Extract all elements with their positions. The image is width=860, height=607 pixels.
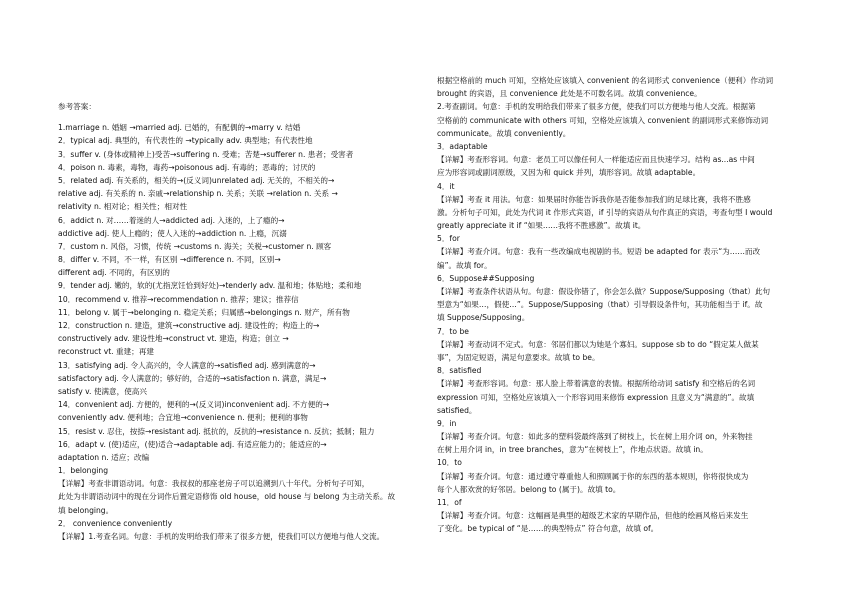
right-column-line: 9．in <box>437 418 457 428</box>
left-column-line: constructively adv. 建设性地→construct vt. 建造，构造；创立 → <box>58 334 289 344</box>
left-column-line: 2．typical adj. 典型的，有代表性的 →typically adv. 典型地；有代表性地 <box>58 136 313 146</box>
right-column-line: 了变化。be typical of “是……的典型特点” 符合句意，故填 of。 <box>437 524 659 534</box>
left-column-line: 【详解】考查非谓语动词。句意：我叔叔的那座老房子可以追溯到八十年代。分析句子可知， <box>58 479 370 489</box>
left-column-line: addictive adj. 使人上瘾的；使人入迷的→addiction n. 上瘾，沉溺 <box>58 228 287 238</box>
left-column-line: 填 belonging。 <box>58 505 114 515</box>
right-column-line: 【详解】考查条件状语从句。句意：假设你错了，你会怎么做？Suppose/Supposing（that）此句 <box>437 287 771 296</box>
left-column <box>58 100 430 543</box>
right-column-line: 型意为“如果…，假使…”。Suppose/Supposing（that）引导假设条件句，其功能相当于 if。故 <box>437 300 763 310</box>
right-column-line: 4．it <box>437 181 455 191</box>
left-column-line: 【详解】1.考查名词。句意：手机的发明给我们带来了很多方便，使我们可以方便地与他人交流。 <box>58 532 385 541</box>
left-column-line: satisfactory adj. 令人满意的；够好的，合适的→satisfaction n. 满意，满足→ <box>58 373 327 383</box>
right-column-line: 【详解】考查形容词。句意：老员工可以像任何人一样能适应而且快速学习。结构 as...as 中间 <box>437 155 755 165</box>
left-column-line: reconstruct vt. 重建；再建 <box>58 347 154 357</box>
right-column-line: 10．to <box>437 458 462 468</box>
left-column-line: relativity n. 相对论；相关性；相对性 <box>58 202 188 212</box>
right-column-line: 【详解】考查动词不定式。句意：邻居们都以为她是个寡妇。suppose sb to do “假定某人做某 <box>437 339 759 349</box>
left-column-line: 5．related adj. 有关系的，相关的→(反义词)unrelated adj. 无关的，不相关的→ <box>58 175 335 185</box>
right-column-line: greatly appreciate it if “如果……我将不胜感激”。故填 it。 <box>437 221 646 231</box>
left-column-line: different adj. 不同的，有区别的 <box>58 268 170 278</box>
right-column <box>437 74 809 536</box>
left-column-line: 14．convenient adj. 方便的，便利的→(反义词)inconvenient adj. 不方便的→ <box>58 400 330 410</box>
right-column-line: 6．Suppose##Supposing <box>437 273 535 283</box>
right-column-line: 编”。故填 for。 <box>437 260 492 270</box>
left-column-line: 10．recommend v. 推荐→recommendation n. 推荐；建议；推荐信 <box>58 294 299 304</box>
left-column-line: conveniently adv. 便利地；合宜地→convenience n. 便利；便利的事物 <box>58 413 308 423</box>
left-column-line: 13．satisfying adj. 令人高兴的，令人满意的→satisfied adj. 感到满意的→ <box>58 360 316 370</box>
right-column-line: 3．adaptable <box>437 141 488 151</box>
right-column-line: 2.考查副词。句意：手机的发明给我们带来了很多方便，使我们可以方便地与他人交流。根据第 <box>437 102 756 112</box>
left-column-line: 15．resist v. 忍住，按捺→resistant adj. 抵抗的，反抗的→resistance n. 反抗；抵制；阻力 <box>58 426 375 436</box>
left-column-line: 2． convenience conveniently <box>58 518 173 528</box>
right-column-line: satisfied。 <box>437 405 477 415</box>
right-column-line: 填 Suppose/Supposing。 <box>437 313 530 323</box>
right-column-line: 8．satisfied <box>437 366 482 376</box>
right-column-line: 每个人都欢赏的好邻居。belong to (属于)。故填 to。 <box>437 484 621 494</box>
left-column-line <box>58 113 430 121</box>
left-column-line: 参考答案： <box>58 102 96 111</box>
right-column-line: 11．of <box>437 498 462 507</box>
left-column-line: 4．poison n. 毒素，毒物，毒药→poisonous adj. 有毒的；恶毒的；讨厌的 <box>58 162 316 172</box>
right-column-line: brought 的宾语，且 convenience 此处是不可数名词。故填 convenience。 <box>437 89 702 99</box>
right-column-line: 事”，为固定短语，满足句意要求。故填 to be。 <box>437 352 600 362</box>
left-column-line: 6．addict n. 对……着迷的人→addicted adj. 入迷的，上了瘾的→ <box>58 215 285 225</box>
left-column-line: 1．belonging <box>58 466 109 476</box>
right-column-line: 根据空格前的 much 可知，空格处应该填入 convenient 的名词形式 convenience（便利）作动词 <box>437 76 774 85</box>
left-column-line: 1.marriage n. 婚姻 →married adj. 已婚的，有配偶的→marry v. 结婚 <box>58 123 301 133</box>
right-column-line: 激。分析句子可知，此处为代词 it 作形式宾语，if 引导的宾语从句作真正的宾语，考查句型 I would <box>437 207 773 217</box>
right-column-line: 【详解】考查介词。句意：这幅画是典型的超级艺术家的早期作品，但他的绘画风格后来发生 <box>437 511 749 521</box>
left-column-line: relative adj. 有关系的 n. 亲戚→relationship n. 关系；关联 →relation n. 关系 → <box>58 189 338 199</box>
left-column-line: 8．differ v. 不同，不一样，有区别 →difference n. 不同，区别→ <box>58 255 281 265</box>
right-column-line: 7．to be <box>437 326 469 336</box>
right-column-line: 【详解】考查介词。句意：通过遵守尊重他人和照顾属于你的东西的基本规则，你将很快成为 <box>437 471 749 481</box>
left-column-line: 7．custom n. 风俗，习惯，传统 →customs n. 海关；关税→customer n. 顾客 <box>58 241 332 251</box>
left-column-line: adaptation n. 适应；改编 <box>58 452 150 462</box>
right-column-line: 【详解】考查形容词。句意：那人脸上带着满意的表情。根据所给动词 satisfy 和空格后的名词 <box>437 379 756 389</box>
left-column-line: 9．tender adj. 嫩的，软的(尤指烹饪恰到好处)→tenderly adv. 温和地；体贴地；柔和地 <box>58 281 362 291</box>
right-column-line: 在树上用介词 in，in tree branches，意为“在树枝上”，作地点状语。故填 in。 <box>437 445 708 455</box>
right-column-line: communicate。故填 conveniently。 <box>437 128 571 138</box>
right-column-line: 【详解】考查介词。句意：如此多的塑料袋最终落到了树枝上，长在树上用介词 on，外来物挂 <box>437 432 753 442</box>
left-column-line: 3．suffer v. (身体或精神上)受苦→suffering n. 受难；苦楚→sufferer n. 患者；受害者 <box>58 149 354 159</box>
left-column-line: 此处为非谓语动词中的现在分词作后置定语修饰 old house，old house 与 belong 为主动关系。故 <box>58 492 396 502</box>
right-column-line: 5．for <box>437 234 460 244</box>
right-column-line: 空格前的 communicate with others 可知，空格处应该填入 convenient 的副词形式来修饰动词 <box>437 115 769 125</box>
right-column-line: 【详解】考查 it 用法。句意：如果届时你能告诉我你是否能参加我们的足球比赛，我将不胜感 <box>437 194 751 204</box>
right-column-line: expression 可知，空格处应该填入一个形容词用来修饰 expression 且意义为“满意的”。故填 <box>437 392 755 402</box>
left-column-line: 11．belong v. 属于→belonging n. 稳定关系；归属感→belongings n. 财产，所有物 <box>58 307 350 317</box>
left-column-line: 16．adapt v. (使)适应，(使)适合→adaptable adj. 有适应能力的；能适应的→ <box>58 439 327 449</box>
left-column-line: satisfy v. 使满意，使高兴 <box>58 386 147 396</box>
right-column-line: 【详解】考查介词。句意：我有一些改编成电视剧的书。短语 be adapted for 表示“为……而改 <box>437 247 761 257</box>
left-column-line: 12．construction n. 建造，建筑→constructive adj. 建设性的；构造上的→ <box>58 321 320 330</box>
right-column-line: 应为形容词或副词原级，又因为和 quick 并列，填形容词。故填 adaptable。 <box>437 168 701 178</box>
